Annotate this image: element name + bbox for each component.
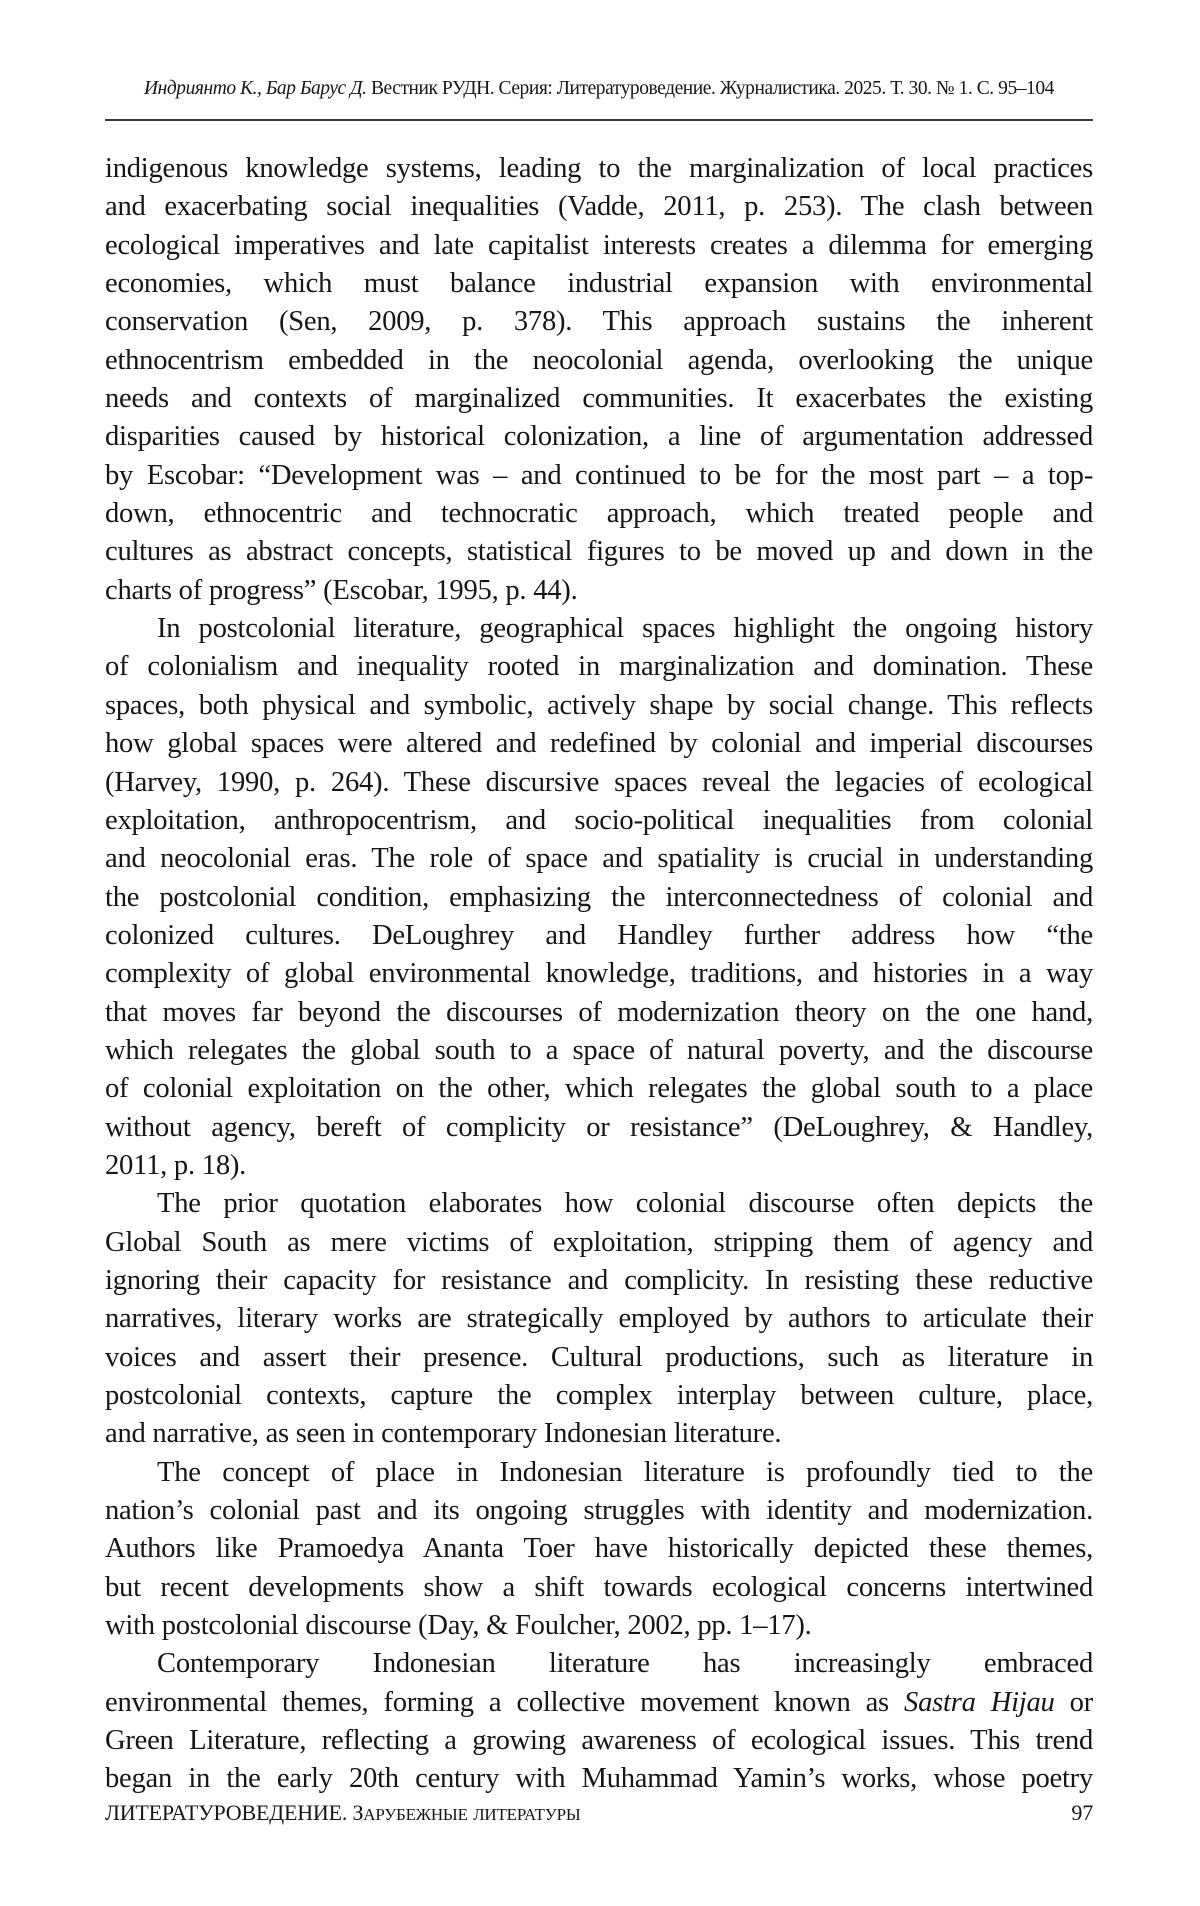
running-head-authors: Индриянто К., Бар Барус Д. — [144, 78, 367, 99]
text-line: Global South as mere victims of exploitation, stripping them of agency and — [105, 1226, 1093, 1258]
text-line: but recent developments show a shift towards ecological concerns intertwined — [105, 1571, 1093, 1603]
text-line: without agency, bereft of complicity or resistance” (DeLoughrey, & Handley, — [105, 1111, 1093, 1143]
text-line: narratives, literary works are strategically employed by authors to articulate their — [105, 1303, 1093, 1335]
text-line: In postcolonial literature, geographical spaces highlight the ongoing history — [157, 613, 1093, 645]
text-line: and narrative, as seen in contemporary Indonesian literature. — [105, 1418, 782, 1450]
running-head — [105, 78, 1093, 108]
text-line: how global spaces were altered and redefined by colonial and imperial discourses — [105, 728, 1093, 760]
paragraph — [105, 1454, 1093, 1646]
text-line: needs and contexts of marginalized communities. It exacerbates the existing — [105, 383, 1093, 415]
text-line: Contemporary Indonesian literature has increasingly embraced — [157, 1648, 1093, 1680]
text-line: spaces, both physical and symbolic, actively shape by social change. This reflects — [105, 689, 1093, 721]
text-line: complexity of global environmental knowledge, traditions, and histories in a way — [105, 958, 1093, 990]
text-line: 2011, p. 18). — [105, 1149, 247, 1181]
text-line: cultures as abstract concepts, statistical figures to be moved up and down in the — [105, 536, 1093, 568]
text-line: charts of progress” (Escobar, 1995, p. 44). — [105, 574, 578, 606]
text-line: The concept of place in Indonesian literature is profoundly tied to the — [157, 1456, 1093, 1488]
text-line: conservation (Sen, 2009, p. 378). This approach sustains the inherent — [105, 306, 1093, 338]
text-line: which relegates the global south to a space of natural poverty, and the discourse — [105, 1034, 1093, 1066]
text-line: postcolonial contexts, capture the complex interplay between culture, place, — [105, 1380, 1093, 1411]
paragraph — [105, 150, 1093, 610]
paragraph — [105, 1645, 1093, 1798]
running-foot — [105, 1800, 1093, 1832]
text-line: ecological imperatives and late capitalist interests creates a dilemma for emerging — [105, 229, 1093, 261]
header-rule — [105, 119, 1093, 121]
text-line: exploitation, anthropocentrism, and socio-political inequalities from colonial — [105, 804, 1093, 836]
text-line: began in the early 20th century with Muhammad Yamin’s works, whose poetry — [105, 1763, 1093, 1795]
text-line: and exacerbating social inequalities (Vadde, 2011, p. 253). The clash between — [105, 191, 1093, 223]
text-line: nation’s colonial past and its ongoing struggles with identity and modernization. — [105, 1495, 1093, 1527]
text-line: with postcolonial discourse (Day, & Foulcher, 2002, pp. 1–17). — [105, 1610, 812, 1642]
page-number: 97 — [1071, 1800, 1093, 1825]
journal-section — [105, 1800, 580, 1826]
text-line: ignoring their capacity for resistance and complicity. In resisting these reductive — [105, 1264, 1093, 1296]
text-line: The prior quotation elaborates how colonial discourse often depicts the — [157, 1188, 1093, 1220]
text-line: of colonialism and inequality rooted in marginalization and domination. These — [105, 651, 1093, 683]
text-line: indigenous knowledge systems, leading to the marginalization of local practices — [105, 153, 1093, 184]
text-line: of colonial exploitation on the other, which relegates the global south to a place — [105, 1073, 1093, 1105]
text-line: ethnocentrism embedded in the neocolonial agenda, overlooking the unique — [105, 344, 1093, 376]
text-line: Green Literature, reflecting a growing awareness of ecological issues. This trend — [105, 1725, 1093, 1757]
text-line: by Escobar: “Development was – and continued to be for the most part – a top- — [105, 459, 1093, 491]
text-line: (Harvey, 1990, p. 264). These discursive spaces reveal the legacies of ecological — [105, 766, 1093, 798]
paragraph — [105, 1185, 1093, 1453]
text-line: environmental themes, forming a collective movement known as Sastra Hijau or — [105, 1686, 1093, 1718]
article-body — [105, 150, 1093, 1799]
text-line: the postcolonial condition, emphasizing the interconnectedness of colonial and — [105, 881, 1093, 913]
text-line: down, ethnocentric and technocratic approach, which treated people and — [105, 498, 1093, 530]
text-line: and neocolonial eras. The role of space and spatiality is crucial in understanding — [105, 843, 1093, 875]
text-line: Authors like Pramoedya Ananta Toer have historically depicted these themes, — [105, 1533, 1093, 1565]
text-line: disparities caused by historical colonization, a line of argumentation addressed — [105, 421, 1093, 453]
journal-section-main: ЛИТЕРАТУРОВЕДЕНИЕ. — [105, 1800, 348, 1825]
text-line: that moves far beyond the discourses of modernization theory on the one hand, — [105, 996, 1093, 1028]
text-line: colonized cultures. DeLoughrey and Handley further address how “the — [105, 919, 1093, 951]
paragraph — [105, 610, 1093, 1185]
text-line: voices and assert their presence. Cultural productions, such as literature in — [105, 1341, 1093, 1373]
running-head-citation: Вестник РУДН. Серия: Литературоведение. Журналистика. 2025. Т. 30. № 1. С. 95–104 — [366, 78, 1054, 99]
italic-term: Sastra Hijau — [904, 1686, 1055, 1718]
text-line: economies, which must balance industrial expansion with environmental — [105, 268, 1093, 300]
journal-section-sub: ЗАРУБЕЖНЫЕ ЛИТЕРАТУРЫ — [352, 1800, 581, 1825]
